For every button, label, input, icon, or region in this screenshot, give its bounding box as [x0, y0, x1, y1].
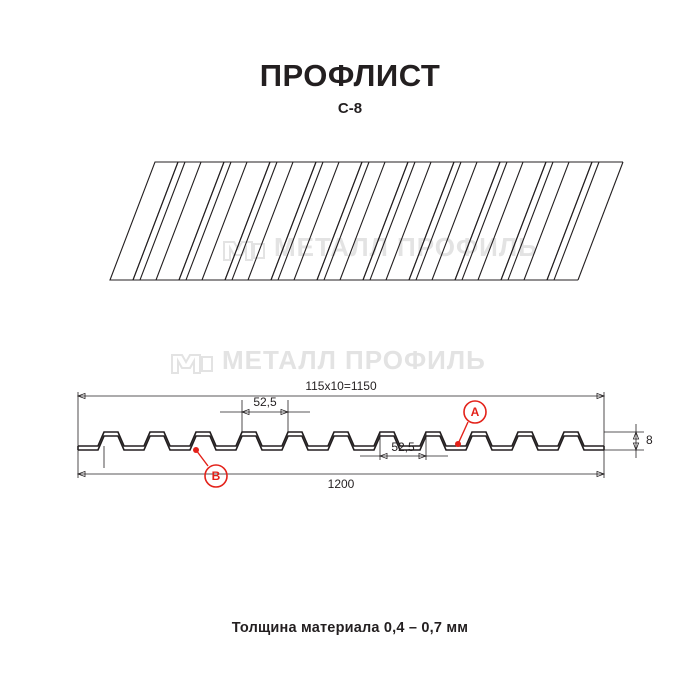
profile-section-outline	[78, 432, 604, 450]
callout-b-label: B	[211, 469, 221, 483]
callout-b	[193, 447, 227, 487]
dimension-rib-pitch-top-label: 52,5	[253, 395, 277, 409]
dimension-height-label: 8	[646, 433, 653, 447]
watermark-bottom-text: МЕТАЛЛ ПРОФИЛЬ	[222, 345, 486, 375]
isometric-view	[70, 140, 630, 310]
dimension-rib-pitch-top	[220, 395, 310, 415]
dimension-height	[633, 424, 653, 458]
dimension-overall-width	[78, 471, 604, 491]
page-title: ПРОФЛИСТ	[259, 58, 441, 93]
watermark-top-text: МЕТАЛЛ ПРОФИЛЬ	[274, 232, 538, 262]
dimension-overall-useful	[78, 379, 604, 399]
dimension-overall-width-label: 1200	[327, 477, 355, 491]
dimension-rib-pitch-bottom-label: 52,5	[391, 440, 415, 454]
dimension-overall-useful-label: 115х10=1150	[305, 379, 377, 393]
extension-lines	[78, 392, 644, 478]
cross-section-view	[60, 350, 660, 500]
material-thickness-note: Толщина материала 0,4 – 0,7 мм	[231, 620, 469, 636]
callout-a-label: A	[470, 405, 480, 419]
profile-model-label: C-8	[337, 100, 363, 117]
